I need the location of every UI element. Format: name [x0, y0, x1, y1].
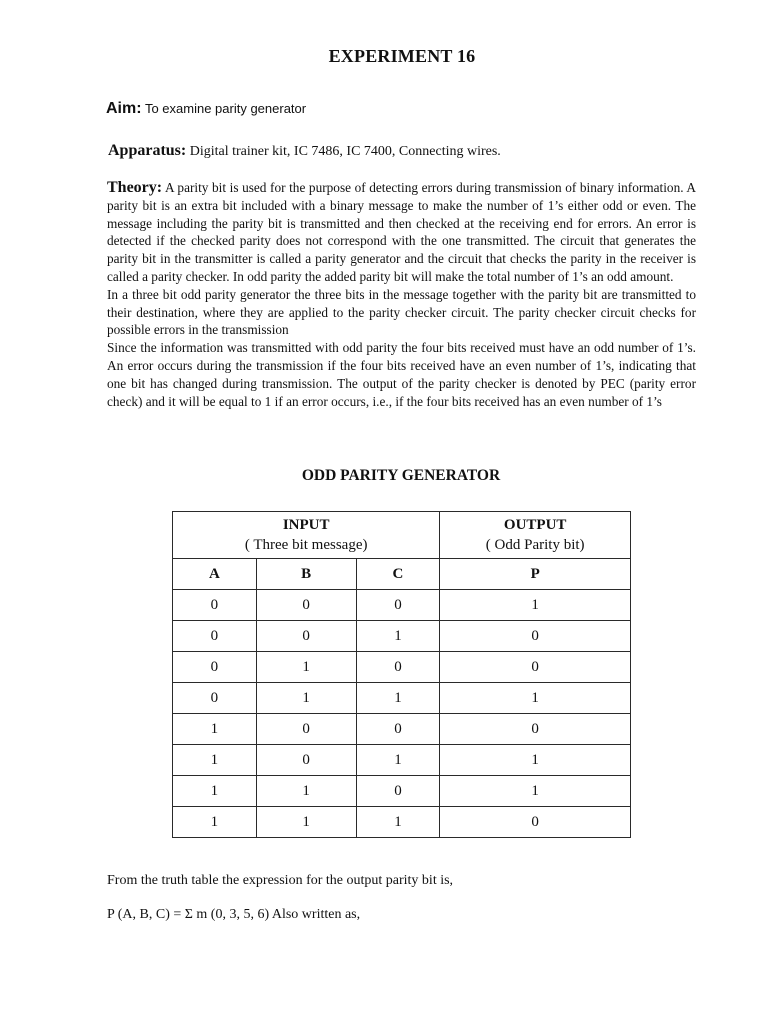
theory-paragraph-1	[107, 179, 696, 286]
cell-c: 0	[356, 590, 440, 621]
table-row	[173, 683, 631, 714]
theory-text-1: A parity bit is used for the purpose of detecting errors during transmission of binary information. A parity bit is an extra bit included with a binary message to make the number of 1’s either odd or even. The message including the parity bit is transmitted and then checked at the receiving end for errors. An error is detected if the checked parity does not correspond with the one transmitted. The circuit that generates the parity bit in the transmitter is called a parity generator and the circuit that checks the parity in the receiver is called a parity checker. In odd parity the added parity bit will make the total number of 1’s an odd amount.	[107, 180, 697, 284]
cell-c: 1	[356, 683, 440, 714]
table-row	[173, 590, 631, 621]
output-subheader: ( Odd Parity bit)	[485, 537, 585, 553]
cell-b: 0	[256, 621, 356, 652]
cell-c: 0	[356, 776, 440, 807]
expression-intro: From the truth table the expression for the output parity bit is,	[107, 873, 454, 888]
input-header: INPUT	[282, 517, 330, 533]
cell-a: 0	[173, 621, 257, 652]
cell-p: 1	[440, 683, 631, 714]
column-header-p: P	[440, 559, 631, 590]
apparatus-label: Apparatus:	[108, 142, 187, 159]
cell-c: 1	[356, 745, 440, 776]
cell-p: 0	[440, 714, 631, 745]
input-subheader: ( Three bit message)	[244, 537, 368, 553]
input-header-cell	[173, 512, 440, 559]
cell-c: 0	[356, 714, 440, 745]
cell-b: 0	[256, 714, 356, 745]
cell-p: 0	[440, 807, 631, 838]
page-title: EXPERIMENT 16	[328, 46, 476, 66]
cell-b: 1	[256, 807, 356, 838]
aim-text: To examine parity generator	[144, 101, 307, 116]
theory-paragraph-3: Since the information was transmitted with odd parity the four bits received must have an odd number of 1’s. An error occurs during the transmission if the four bits received have an even number of 1’s, indicating that one bit has changed during transmission. The output of the parity checker is denoted by PEC (parity error check) and it will be equal to 1 if an error occurs, i.e., if the four bits received has an even number of 1’s	[107, 340, 696, 409]
aim-line	[106, 100, 306, 118]
table-title: ODD PARITY GENERATOR	[301, 467, 501, 484]
cell-p: 0	[440, 652, 631, 683]
cell-b: 0	[256, 590, 356, 621]
cell-a: 1	[173, 776, 257, 807]
table-row	[173, 621, 631, 652]
apparatus-line	[108, 142, 501, 160]
cell-a: 0	[173, 590, 257, 621]
cell-p: 1	[440, 745, 631, 776]
table-row	[173, 652, 631, 683]
cell-c: 1	[356, 807, 440, 838]
cell-p: 1	[440, 776, 631, 807]
column-header-a: A	[173, 559, 257, 590]
cell-a: 0	[173, 652, 257, 683]
theory-label: Theory:	[107, 179, 163, 196]
theory-paragraph-2: In a three bit odd parity generator the three bits in the message together with the parity bit are transmitted to their destination, where they are applied to the parity checker circuit. The parity checker circuit checks for possible errors in the transmission	[107, 286, 696, 338]
table-row	[173, 807, 631, 838]
cell-p: 0	[440, 621, 631, 652]
table-row	[173, 776, 631, 807]
cell-a: 1	[173, 714, 257, 745]
cell-b: 1	[256, 683, 356, 714]
cell-p: 1	[440, 590, 631, 621]
cell-a: 1	[173, 745, 257, 776]
truth-table	[172, 511, 631, 838]
parity-expression: P (A, B, C) = Σ m (0, 3, 5, 6) Also written as,	[107, 907, 361, 922]
cell-a: 1	[173, 807, 257, 838]
column-header-c: C	[356, 559, 440, 590]
output-header-cell	[440, 512, 631, 559]
cell-c: 1	[356, 621, 440, 652]
table-row	[173, 714, 631, 745]
apparatus-text: Digital trainer kit, IC 7486, IC 7400, Connecting wires.	[189, 144, 501, 159]
cell-b: 0	[256, 745, 356, 776]
output-header: OUTPUT	[503, 517, 567, 533]
theory-section	[107, 179, 696, 410]
cell-b: 1	[256, 652, 356, 683]
cell-b: 1	[256, 776, 356, 807]
aim-label: Aim:	[106, 100, 142, 117]
column-header-b: B	[256, 559, 356, 590]
cell-c: 0	[356, 652, 440, 683]
table-row	[173, 745, 631, 776]
cell-a: 0	[173, 683, 257, 714]
